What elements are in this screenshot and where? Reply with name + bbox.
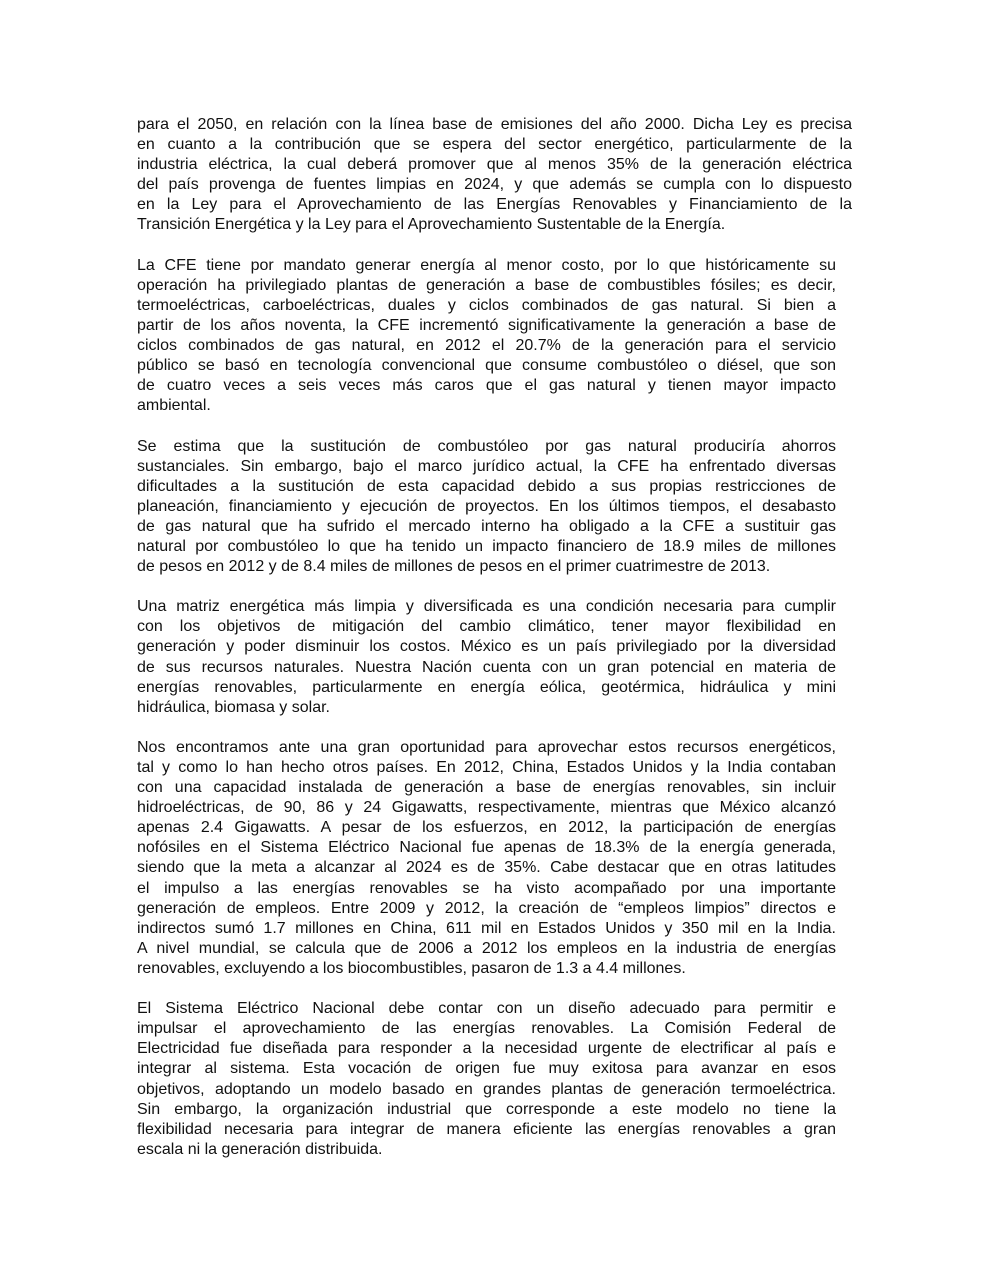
text-line: hidráulica, biomasa y solar. [137, 698, 330, 716]
text-line: energías renovables, particularmente en energía eólica, geotérmica, hidráulica y mini [137, 678, 836, 696]
text-line: para el 2050, en relación con la línea base de emisiones del año 2000. Dicha Ley es precisa [137, 116, 852, 133]
text-line: nofósiles en el Sistema Eléctrico Nacional fue apenas de 18.3% de la energía generada, [137, 839, 836, 857]
text-line: hidroeléctricas, de 90, 86 y 24 Gigawatts, respectivamente, mientras que México alcanzó [137, 799, 836, 817]
text-line: de cuatro veces a seis veces más caros que el gas natural y tienen mayor impacto [137, 377, 836, 395]
text-line: del país provenga de fuentes limpias en 2024, y que además se cumpla con lo dispuesto [137, 176, 852, 194]
text-line: Una matriz energética más limpia y diversificada es una condición necesaria para cumplir [137, 598, 836, 616]
text-line: el impulso a las energías renovables se ha visto acompañado por una importante [137, 879, 836, 897]
paragraph [137, 999, 836, 1160]
text-line: La CFE tiene por mandato generar energía al menor costo, por lo que históricamente su [137, 256, 836, 274]
text-line: impulsar el aprovechamiento de las energías renovables. La Comisión Federal de [137, 1020, 836, 1038]
text-line: indirectos sumó 1.7 millones en China, 611 mil en Estados Unidos y 350 mil en la India. [137, 919, 836, 937]
text-line: ambiental. [137, 397, 211, 415]
text-line: con los objetivos de mitigación del cambio climático, tener mayor flexibilidad en [137, 618, 836, 636]
text-line: integrar al sistema. Esta vocación de origen fue muy exitosa para avanzar en esos [137, 1060, 836, 1078]
paragraph [137, 256, 836, 417]
text-line: de sus recursos naturales. Nuestra Nación cuenta con un gran potencial en materia de [137, 658, 836, 676]
text-line: termoeléctricas, carboeléctricas, duales y ciclos combinados de gas natural. Si bien a [137, 296, 836, 314]
paragraph [137, 738, 836, 979]
text-line: dificultades a la sustitución de esta capacidad debido a sus propias restricciones de [137, 477, 836, 495]
paragraph [137, 597, 836, 718]
text-line: flexibilidad necesaria para integrar de manera eficiente las energías renovables a gran [137, 1120, 836, 1138]
text-line: de gas natural que ha sufrido el mercado interno ha obligado a la CFE a sustituir gas [137, 517, 836, 535]
text-line: generación y poder disminuir los costos. México es un país privilegiado por la diversidad [137, 638, 836, 656]
text-line: Transición Energética y la Ley para el Aprovechamiento Sustentable de la Energía. [137, 216, 726, 234]
paragraph [137, 115, 852, 236]
text-line: público se basó en tecnología convencional que consume combustóleo o diésel, que son [137, 357, 836, 375]
text-line: partir de los años noventa, la CFE incrementó significativamente la generación a base de [137, 316, 836, 334]
paragraph [137, 437, 836, 578]
text-line: sustanciales. Sin embargo, bajo el marco jurídico actual, la CFE ha enfrentado diversas [137, 457, 836, 475]
text-line: planeación, financiamiento y ejecución de proyectos. En los últimos tiempos, el desabasto [137, 497, 836, 515]
text-line: objetivos, adoptando un modelo basado en grandes plantas de generación termoeléctrica. [137, 1080, 836, 1098]
text-line: Electricidad fue diseñada para responder a la necesidad urgente de electrificar al país e [137, 1040, 836, 1058]
text-line: industria eléctrica, la cual deberá promover que al menos 35% de la generación eléctrica [137, 156, 852, 174]
text-line: de pesos en 2012 y de 8.4 miles de millones de pesos en el primer cuatrimestre de 2013. [137, 558, 771, 576]
text-line: El Sistema Eléctrico Nacional debe contar con un diseño adecuado para permitir e [137, 1000, 836, 1018]
text-line: apenas 2.4 Gigawatts. A pesar de los esfuerzos, en 2012, la participación de energías [137, 819, 836, 837]
text-line: en la Ley para el Aprovechamiento de las Energías Renovables y Financiamiento de la [137, 196, 852, 214]
text-line: siendo que la meta a alcanzar al 2024 es de 35%. Cabe destacar que en otras latitudes [137, 859, 836, 877]
text-line: ciclos combinados de gas natural, en 2012 el 20.7% de la generación para el servicio [137, 337, 836, 355]
text-line: en cuanto a la contribución que se espera del sector energético, particularmente de la [137, 136, 852, 154]
text-line: Nos encontramos ante una gran oportunidad para aprovechar estos recursos energéticos, [137, 738, 836, 756]
document-page [137, 115, 852, 1180]
text-line: Sin embargo, la organización industrial que corresponde a este modelo no tiene la [137, 1100, 836, 1118]
text-line: tal y como lo han hecho otros países. En 2012, China, Estados Unidos y la India contaban [137, 759, 836, 776]
text-line: renovables, excluyendo a los biocombustibles, pasaron de 1.3 a 4.4 millones. [137, 959, 686, 977]
text-line: generación de empleos. Entre 2009 y 2012, la creación de “empleos limpios” directos e [137, 899, 836, 917]
text-line: operación ha privilegiado plantas de generación a base de combustibles fósiles; es decir, [137, 276, 836, 294]
text-line: Se estima que la sustitución de combustóleo por gas natural produciría ahorros [137, 437, 836, 455]
text-line: escala ni la generación distribuida. [137, 1140, 383, 1158]
text-line: natural por combustóleo lo que ha tenido un impacto financiero de 18.9 miles de millones [137, 537, 836, 555]
text-line: con una capacidad instalada de generación a base de energías renovables, sin incluir [137, 779, 836, 797]
text-line: A nivel mundial, se calcula que de 2006 a 2012 los empleos en la industria de energías [137, 939, 836, 957]
